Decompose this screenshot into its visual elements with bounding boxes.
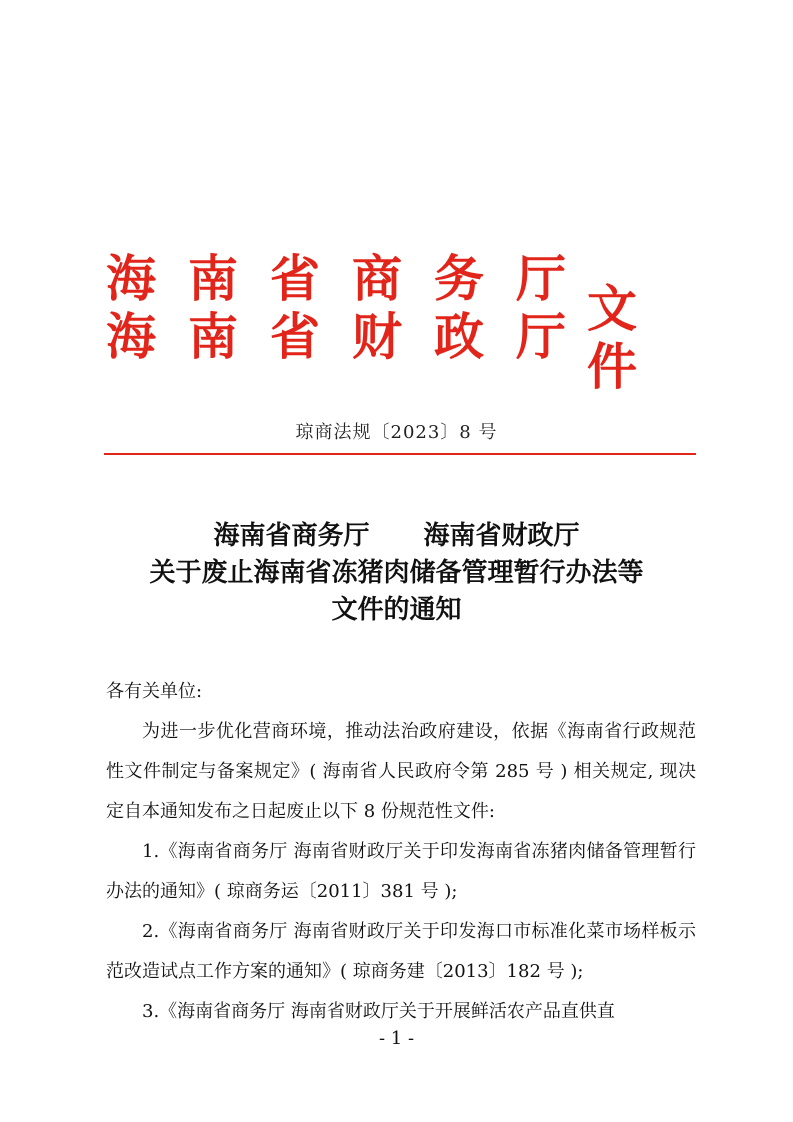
header-char: 财 <box>352 307 402 366</box>
list-item: 3.《海南省商务厅 海南省财政厅关于开展鲜活农产品直供直 <box>142 1001 615 1022</box>
document-number: 琼商法规〔2023〕8 号 <box>295 422 498 443</box>
document-body <box>106 672 696 1032</box>
document-header <box>106 249 686 396</box>
header-char: 海 <box>106 249 156 308</box>
header-suffix: 文件 <box>587 279 639 396</box>
header-char: 厅 <box>516 307 566 366</box>
list-item: 1.《海南省商务厅 海南省财政厅关于印发海南省冻猪肉储备管理暂行办法的通知》( 琼商务运〔2011〕381 号 ); <box>106 841 696 902</box>
title-issuers <box>0 518 793 555</box>
title-issuer-commerce: 海南省商务厅 <box>213 521 370 551</box>
header-issuer-finance <box>106 308 566 366</box>
title-line-2: 关于废止海南省冻猪肉储备管理暂行办法等 <box>149 558 644 588</box>
header-char: 商 <box>352 249 402 308</box>
header-char: 省 <box>270 307 320 366</box>
salutation: 各有关单位: <box>106 681 203 702</box>
document-title <box>0 518 793 629</box>
header-char: 厅 <box>516 249 566 308</box>
body-paragraph: 为进一步优化营商环境，推动法治政府建设，依据《海南省行政规范性文件制定与备案规定》( 海南省人民政府令第 285 号 ) 相关规定, 现决定自本通知发布之日起废止以下 8 份规范性文件: <box>106 721 696 822</box>
header-char: 南 <box>188 249 238 308</box>
header-char: 省 <box>270 249 320 308</box>
page-number: - 1 - <box>378 1028 415 1049</box>
header-char: 南 <box>188 307 238 366</box>
list-item: 2.《海南省商务厅 海南省财政厅关于印发海口市标准化菜市场样板示范改造试点工作方案的通知》( 琼商务建〔2013〕182 号 ); <box>106 921 696 982</box>
header-char: 务 <box>434 249 484 308</box>
title-issuer-finance: 海南省财政厅 <box>423 521 580 551</box>
header-divider <box>104 453 696 455</box>
header-char: 政 <box>434 307 484 366</box>
header-char: 海 <box>106 307 156 366</box>
header-issuer-commerce <box>106 250 566 308</box>
title-line-3: 文件的通知 <box>331 595 462 625</box>
